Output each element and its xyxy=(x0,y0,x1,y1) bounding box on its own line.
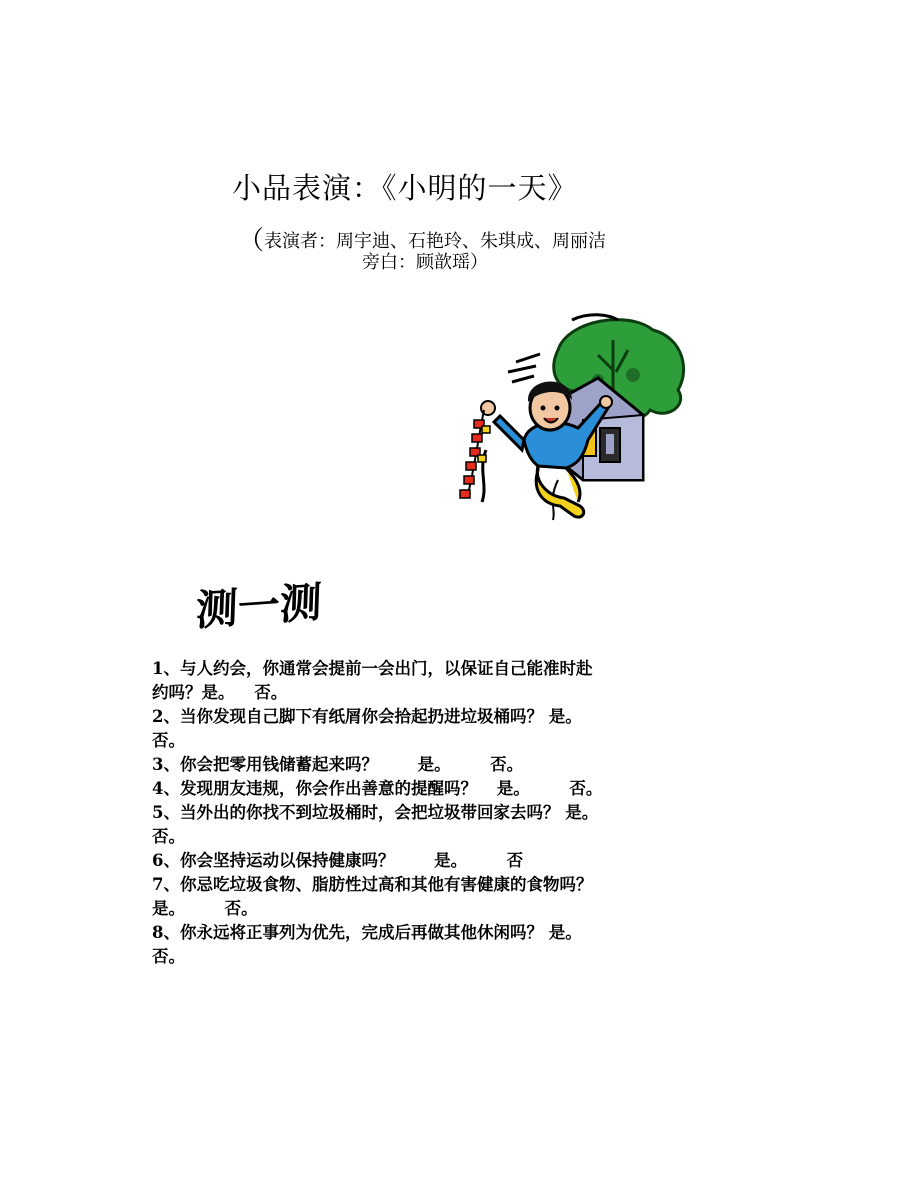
question-4: 4、发现朋友违规，你会作出善意的提醒吗？ 是。 否。 xyxy=(152,779,603,798)
question-7: 7、你忌吃垃圾食物、脂肪性过高和其他有害健康的食物吗？ 是。 否。 xyxy=(152,875,593,918)
question-3: 3、你会把零用钱储蓄起来吗？ 是。 否。 xyxy=(152,755,524,774)
question-8: 8、你永远将正事列为优先，完成后再做其他休闲吗？ 是。 否。 xyxy=(152,923,582,966)
performers-text: 表演者：周宇迪、石艳玲、朱琪成、周丽洁 xyxy=(264,231,607,252)
question-list xyxy=(152,657,697,969)
boy-with-firecrackers-clipart xyxy=(438,310,694,528)
open-paren: （ xyxy=(238,226,265,256)
question-5: 5、当外出的你找不到垃圾桶时，会把垃圾带回家去吗？ 是。 否。 xyxy=(152,803,599,846)
quiz-heading: 测一测 xyxy=(195,577,323,636)
skit-title: 小品表演：《小明的一天》 xyxy=(232,171,578,205)
narrator-line: 旁白：顾歆瑶） xyxy=(362,252,488,273)
question-1: 1、与人约会，你通常会提前一会出门，以保证自己能准时赴 约吗？是。 否。 xyxy=(152,659,593,702)
question-6: 6、你会坚持运动以保持健康吗？ 是。 否 xyxy=(152,851,524,870)
question-2: 2、当你发现自己脚下有纸屑你会拾起扔进垃圾桶吗？ 是。 否。 xyxy=(152,707,582,750)
